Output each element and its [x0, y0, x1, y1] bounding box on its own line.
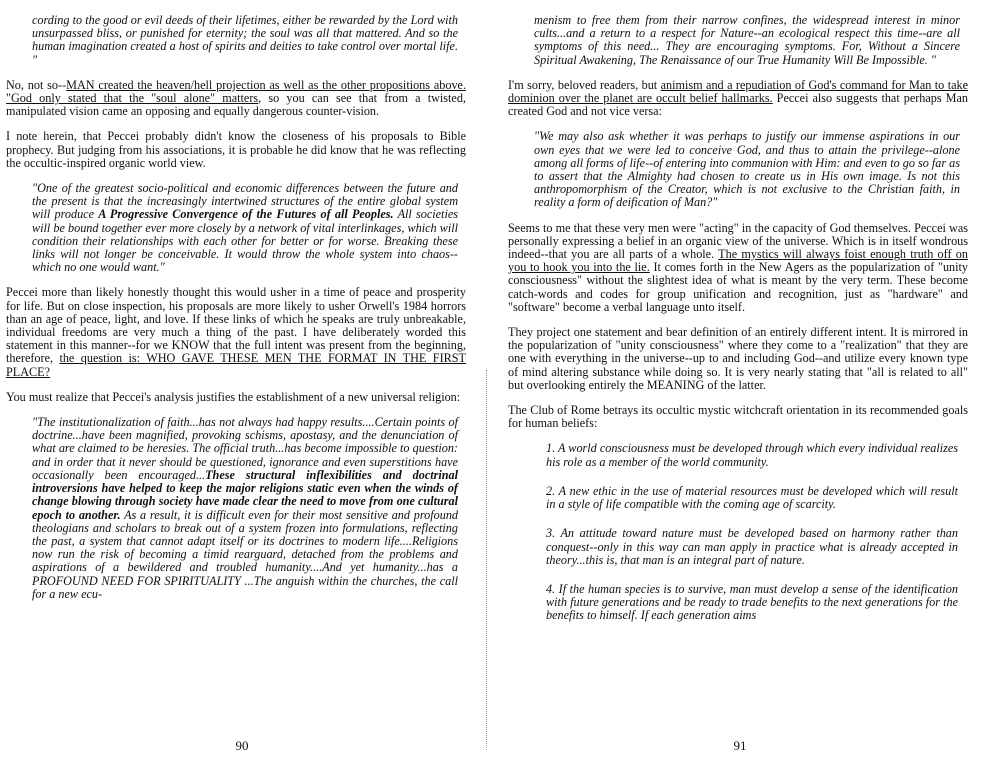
underlined-text: The mystics will always foist enough truth off on you to hook you into the lie.	[508, 247, 968, 275]
underlined-text: animism and a repudiation of God's command for Man to take dominion over the planet are occult belief hallmarks.	[508, 77, 968, 106]
right-page	[494, 0, 986, 760]
underlined-text: MAN created the heaven/hell projection as well as the other propositions above. "God only stated that the "soul alone" matters	[6, 77, 466, 106]
text-run: Peccei also suggests that perhaps Man created God and not vice versa:	[508, 91, 968, 119]
paragraph: They project one statement and bear definition of an entirely different intent. It is mirrored in the popularization of "unity consciousness" where they come to a "realization" that they are one with everything in the universe--up to and including God--and utilize every known type of mind altering substance while doing so. It is very nearly stating that "all is related to all" but overlooking entirely the MEANING of the latter.	[508, 325, 968, 392]
paragraph	[6, 79, 466, 119]
quote-text: All societies will be bound together ever more closely by a network of vital interlinkages, which will condition their relationships with each other for better or for worse. Breaking these links will not longer be conceivable. It would throw the whole system into chaos--which no one would want."	[32, 207, 458, 275]
text-run: It comes forth in the New Agers as the popularization of "unity consciousness" without the slightest idea of what is meant by the very term. These become catch-words and codes for group unification and recognition, just as "hardware" and "software" become a verbal language unto itself.	[508, 260, 968, 314]
underlined-text: the question is: WHO GAVE THESE MEN THE FORMAT IN THE FIRST PLACE?	[6, 351, 466, 379]
list-item: 1. A world consciousness must be developed through which every individual realizes his role as a member of the world community.	[546, 441, 958, 469]
list-item: 4. If the human species is to survive, man must develop a sense of the identification with future generations and be ready to trade benefits to the next generations for the benefits to himself. If each generation aims	[546, 581, 958, 623]
block-quote: "We may also ask whether it was perhaps to justify our immense aspirations in our own eyes that we were led to conceive God, and thus to attain the privilege--alone among all forms of life--of entering into communion with Him: and even to go so far as to assert that the Almighty had chosen to create us in His own image. Is not this anthropomorphism of the Creator, which is not exclusive to the Christian faith, in reality a form of deification of Man?"	[534, 129, 960, 210]
paragraph	[6, 286, 466, 378]
list-item: 2. A new ethic in the use of material resources must be developed which will result in a style of life compatible with the coming age of scarcity.	[546, 483, 958, 512]
paragraph: You must realize that Peccei's analysis justifies the establishment of a new universal religion:	[6, 389, 461, 404]
gutter-divider	[486, 370, 488, 750]
paragraph: I note herein, that Peccei probably didn't know the closeness of his proposals to Bible prophecy. But judging from his associations, it is probable he did know that he was reflecting the occultic-inspired organic world view.	[6, 129, 466, 170]
quote-text: "The institutionalization of faith...has not always had happy results....Certain points of doctrine...have been magnified, provoking schisms, apostasy, and the denunciation of what are claimed to be heresies. The official truth...has become impossible to question: and in order that it never should be questioned, ignorance and even superstitions have occasionally been encouraged...	[32, 415, 458, 482]
paragraph	[508, 222, 968, 314]
quote-bold-text: These structural inflexibilities and doctrinal introversions have helped to keep the major religions static even when the winds of change blowing through society have made clear the need to move from one cultural epoch to another.	[32, 467, 458, 522]
quote-continuation: menism to free them from their narrow confines, the widespread interest in minor cults...and a return to a respect for Nature--an ecological respect this time--are all symptoms of this need... They are encouraging symptoms. For, Without a Sincere Spiritual Awakening, The Renaissance of our True Humanity Will Be Impossible. "	[534, 13, 960, 67]
text-run: Seems to me that these very men were "acting" in the capacity of God themselves. Peccei was personally expressing a belief in an organic view of the universe. Which is in itself wondrous indeed--that you are all parts of a whole.	[508, 220, 968, 262]
quote-text: "One of the greatest socio-political and economic differences between the future and the present is that the increasingly intertwined structures of the entire global system will produce	[32, 181, 458, 222]
paragraph	[508, 79, 968, 119]
text-run: Peccei more than likely honestly thought this would usher in a time of peace and prosperity for life. But on close inspection, his proposals are more likely to usher Orwell's 1984 horrors than an age of peace, light, and love. If these links of which he speaks are truly unbreakable, individual freedoms are very much a thing of the past. I have deliberately worded this statement in this manner--for we KNOW that the full intent was present from the beginning, therefore,	[6, 285, 466, 366]
quote-bold-text: A Progressive Convergence of the Futures of all Peoples.	[98, 207, 394, 222]
quote-text: As a result, it is difficult even for their most sensitive and profound theologians and scholars to break out of a system frozen into formulations, reflecting the past, a system that cannot adapt itself or its doctrines to modern life....Religions now run the risk of becoming a timid rearguard, detached from the problems and aspirations of a bewildered and troubled humanity....And yet humanity...has a PROFOUND NEED FOR SPIRITUALITY ...The anguish within the churches, the call for a new ecu-	[32, 507, 459, 601]
page-number: 90	[235, 737, 249, 753]
block-quote	[32, 182, 458, 274]
paragraph: The Club of Rome betrays its occultic mystic witchcraft orientation in its recommended goals for human beliefs:	[508, 403, 968, 431]
block-quote	[32, 416, 458, 601]
text-run: No, not so--	[6, 77, 67, 92]
quote-continuation: cording to the good or evil deeds of their lifetimes, either be rewarded by the Lord with unsurpassed bliss, or punished for eternity; the soul was all that mattered. And so the human imagination created a host of spirits and deities to take control over mortal life. "	[32, 13, 458, 67]
text-run: , so you can see that from a twisted, manipulated vision came an opposing and equally dangerous counter-vision.	[6, 91, 466, 119]
left-page	[0, 0, 484, 760]
page-number: 91	[733, 737, 747, 753]
list-item: 3. An attitude toward nature must be developed based on harmony rather than conquest--only in this way can man apply in practice what is already accepted in theory...this is, that man is an integral part of nature.	[546, 526, 958, 567]
text-run: I'm sorry, beloved readers, but	[508, 77, 661, 92]
